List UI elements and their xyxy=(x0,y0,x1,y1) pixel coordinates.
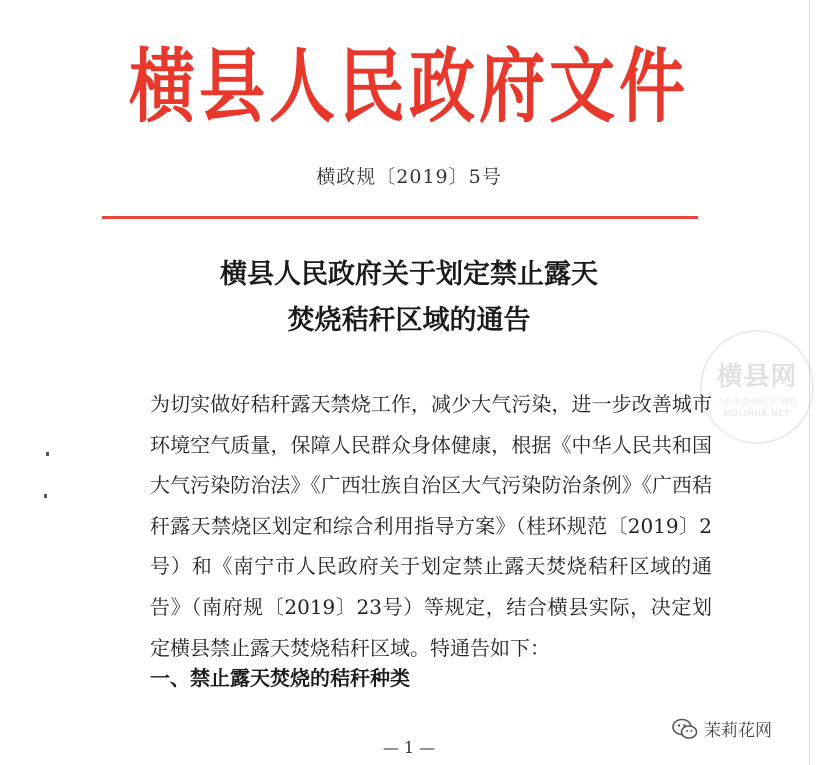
site-watermark xyxy=(700,330,814,444)
document-number: 横政规〔2019〕5号 xyxy=(316,166,502,188)
wechat-icon xyxy=(672,718,698,740)
margin-mark xyxy=(46,452,49,456)
document-title xyxy=(0,252,818,344)
watermark-en: MOLIHUA.NET xyxy=(723,409,791,418)
red-divider xyxy=(102,216,698,219)
watermark-main: 横县网 xyxy=(716,362,798,392)
page-number: — 1 — xyxy=(382,738,436,757)
document-header: 横县人民政府文件 xyxy=(129,40,689,135)
title-line-2: 焚烧秸秆区域的通告 xyxy=(287,305,531,336)
title-line-1: 横县人民政府关于划定禁止露天 xyxy=(220,259,598,290)
body-text xyxy=(102,384,712,668)
section-heading: 一、禁止露天焚烧的秸秆种类 xyxy=(150,666,410,690)
margin-mark xyxy=(44,494,47,498)
wechat-account-label: 茉莉花网 xyxy=(704,721,772,741)
watermark-sub: 人民生活资讯门户网站 xyxy=(717,397,797,406)
body-paragraph: 为切实做好秸秆露天禁烧工作，减少大气污染，进一步改善城市环境空气质量，保障人民群众身体健康，根据《中华人民共和国大气污染防治法》《广西壮族自治区大气污染防治条例》《广西秸秆露天禁烧区划定和综合利用指导方案》（桂环规范〔2019〕2号）和《南宁市人民政府关于划定禁止露天焚烧秸秆区域的通告》（南府规〔2019〕23号）等规定，结合横县实际，决定划定横县禁止露天焚烧秸秆区域。特通告如下： xyxy=(150,392,712,660)
